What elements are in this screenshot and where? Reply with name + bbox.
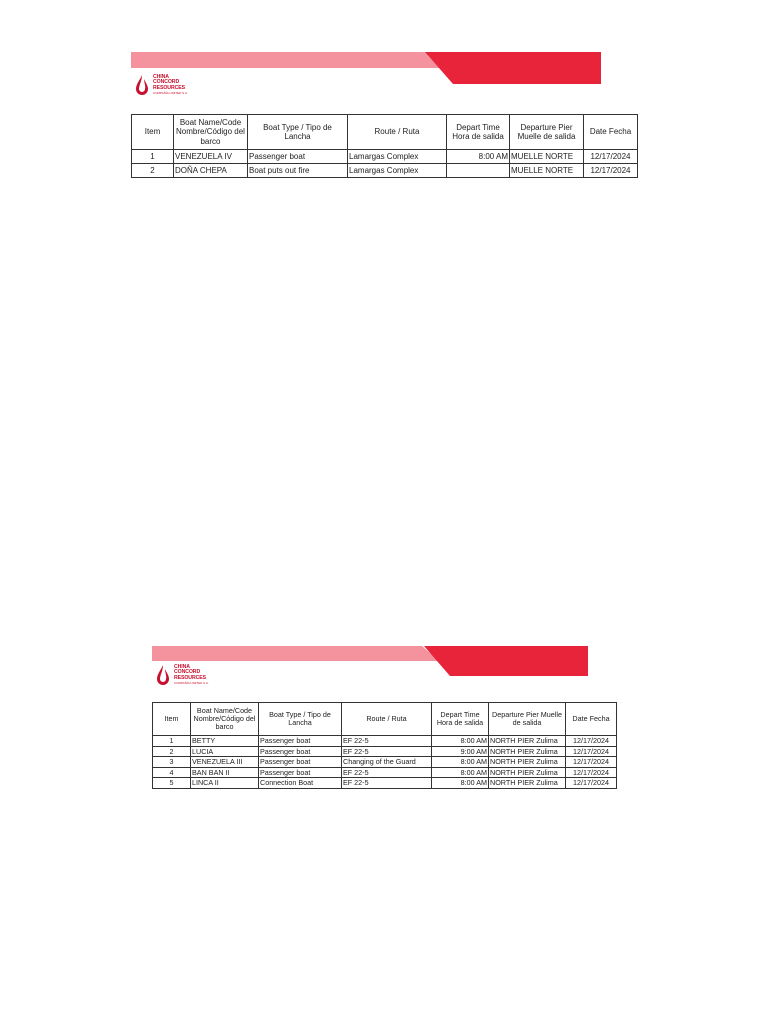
header-departure-pier: Departure Pier Muelle de salida (510, 115, 584, 150)
cell-boat-type: Boat puts out fire (248, 164, 348, 178)
cell-item: 5 (153, 778, 191, 789)
cell-boat-type: Passenger boat (259, 736, 342, 747)
header-route: Route / Ruta (348, 115, 447, 150)
cell-item: 1 (153, 736, 191, 747)
cell-route: Changing of the Guard (342, 757, 432, 768)
logo-line-3: RESOURCES (153, 84, 185, 91)
cell-departure-pier: NORTH PIER Zulima (489, 757, 566, 768)
header-item: Item (153, 703, 191, 736)
cell-date: 12/17/2024 (566, 746, 617, 757)
cell-depart-time: 9:00 AM (432, 746, 489, 757)
header-item: Item (132, 115, 174, 150)
table-row (153, 736, 617, 747)
schedule-table-1 (131, 114, 638, 178)
table-row (153, 746, 617, 757)
cell-item: 2 (132, 164, 174, 178)
logo-line-1: CHINA (174, 664, 190, 671)
cell-route: EF 22-5 (342, 736, 432, 747)
table-row (132, 150, 638, 164)
cell-date: 12/17/2024 (566, 757, 617, 768)
schedule-section-1 (131, 52, 637, 182)
cell-route: EF 22-5 (342, 767, 432, 778)
cell-depart-time: 8:00 AM (432, 757, 489, 768)
cell-depart-time: 8:00 AM (432, 736, 489, 747)
company-logo (135, 74, 188, 96)
cell-boat-type: Passenger boat (259, 767, 342, 778)
header-boat-type: Boat Type / Tipo de Lancha (248, 115, 348, 150)
header-boat-name: Boat Name/Code Nombre/Código del barco (191, 703, 259, 736)
header-banner (152, 646, 588, 678)
cell-item: 2 (153, 746, 191, 757)
company-drop-icon (135, 74, 149, 96)
cell-departure-pier: NORTH PIER Zulima (489, 746, 566, 757)
table-row (153, 767, 617, 778)
table-row (153, 757, 617, 768)
cell-route: Lamargas Complex (348, 164, 447, 178)
cell-depart-time: 8:00 AM (432, 767, 489, 778)
header-route: Route / Ruta (342, 703, 432, 736)
logo-subline: COMPAÑÍA LIMITED S.A. (174, 680, 209, 685)
cell-depart-time (447, 164, 510, 178)
banner-graphic (131, 52, 601, 84)
cell-date: 12/17/2024 (584, 150, 638, 164)
table-header-row (153, 703, 617, 736)
cell-route: EF 22-5 (342, 746, 432, 757)
cell-departure-pier: NORTH PIER Zulima (489, 778, 566, 789)
cell-boat-type: Passenger boat (248, 150, 348, 164)
header-departure-pier: Departure Pier Muelle de salida (489, 703, 566, 736)
cell-date: 12/17/2024 (566, 767, 617, 778)
cell-departure-pier: NORTH PIER Zulima (489, 767, 566, 778)
cell-route: Lamargas Complex (348, 150, 447, 164)
table-row (132, 164, 638, 178)
cell-boat-name: DOÑA CHEPA (174, 164, 248, 178)
logo-subline: COMPAÑÍA LIMITED S.A. (153, 90, 188, 95)
cell-depart-time: 8:00 AM (432, 778, 489, 789)
cell-boat-name: BAN BAN II (191, 767, 259, 778)
cell-boat-type: Connection Boat (259, 778, 342, 789)
logo-line-2: CONCORD (153, 79, 180, 86)
cell-depart-time: 8:00 AM (447, 150, 510, 164)
company-logo (156, 664, 209, 686)
header-boat-name: Boat Name/Code Nombre/Código del barco (174, 115, 248, 150)
cell-boat-name: LINCA II (191, 778, 259, 789)
company-drop-icon (156, 664, 170, 686)
cell-date: 12/17/2024 (566, 778, 617, 789)
cell-route: EF 22-5 (342, 778, 432, 789)
header-date: Date Fecha (584, 115, 638, 150)
table-row (153, 778, 617, 789)
header-banner (131, 52, 601, 84)
cell-boat-name: VENEZUELA IV (174, 150, 248, 164)
cell-date: 12/17/2024 (584, 164, 638, 178)
cell-boat-type: Passenger boat (259, 746, 342, 757)
schedule-table-2 (152, 702, 617, 789)
logo-line-2: CONCORD (174, 669, 201, 676)
header-date: Date Fecha (566, 703, 617, 736)
header-depart-time: Depart Time Hora de salida (447, 115, 510, 150)
header-boat-type: Boat Type / Tipo de Lancha (259, 703, 342, 736)
header-depart-time: Depart Time Hora de salida (432, 703, 489, 736)
schedule-section-2 (152, 646, 616, 796)
cell-boat-name: BETTY (191, 736, 259, 747)
banner-graphic (152, 646, 588, 676)
logo-line-3: RESOURCES (174, 674, 206, 681)
cell-departure-pier: MUELLE NORTE (510, 164, 584, 178)
logo-line-1: CHINA (153, 74, 169, 81)
table-header-row (132, 115, 638, 150)
cell-item: 4 (153, 767, 191, 778)
cell-boat-name: LUCIA (191, 746, 259, 757)
cell-departure-pier: MUELLE NORTE (510, 150, 584, 164)
cell-item: 1 (132, 150, 174, 164)
cell-boat-type: Passenger boat (259, 757, 342, 768)
cell-date: 12/17/2024 (566, 736, 617, 747)
cell-item: 3 (153, 757, 191, 768)
cell-boat-name: VENEZUELA III (191, 757, 259, 768)
cell-departure-pier: NORTH PIER Zulima (489, 736, 566, 747)
